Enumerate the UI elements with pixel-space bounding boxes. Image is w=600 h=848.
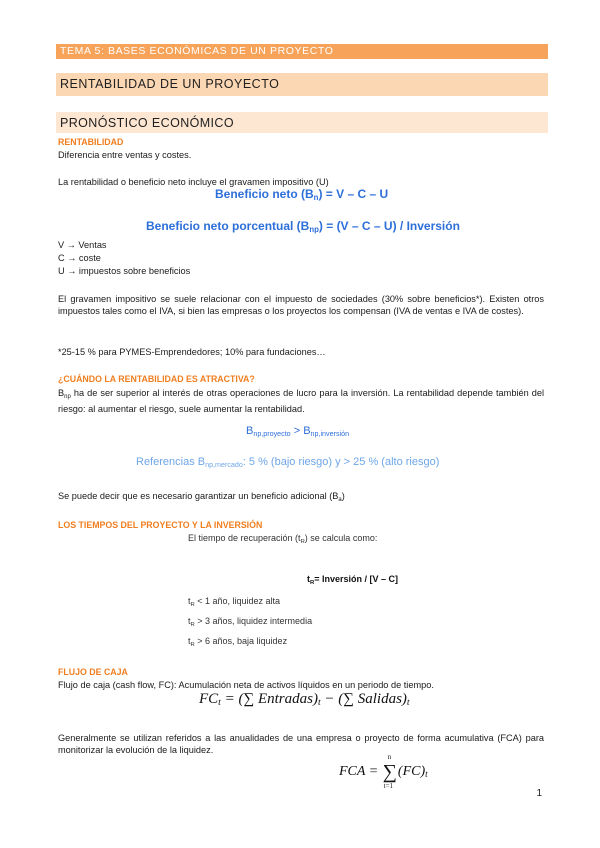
rentabilidad-definition: Diferencia entre ventas y costes. (58, 150, 192, 160)
tiempo-recuperacion-formula: $t_R=$ Inversión / [V – C] (307, 574, 399, 586)
fca-formula: FCA = ∑ n t=1 $(FC)_t$ (339, 753, 428, 790)
liquidity-item-1: $t_R < 1$ año, liquidez alta (188, 596, 281, 608)
flujo-definition: Flujo de caja (cash flow, FC): Acumulación neta de activos líquidos en un periodo de tiempo. (58, 680, 434, 690)
legend-coste: C → coste (58, 253, 101, 263)
section-heading: RENTABILIDAD DE UN PROYECTO (56, 73, 548, 96)
liquidity-item-2: $t_R > 3$ años, liquidez intermedia (188, 616, 313, 628)
beneficio-adicional-text: Se puede decir que es necesario garantizar un beneficio adicional $(B_a)$ (58, 491, 345, 503)
page-number: 1 (536, 788, 542, 799)
tiempos-heading: LOS TIEMPOS DEL PROYECTO Y LA INVERSIÓN (58, 520, 263, 530)
formula-beneficio-neto: Beneficio neto $(B_n) = V - C - U$ (215, 187, 389, 202)
gravamen-paragraph: El gravamen impositivo se suele relacionar con el impuesto de sociedades (30% sobre beneficios*). Existen otros impuestos tales como el IVA, si bien las empresas o los proyectos los compensan (IVA de ventas e IVA de costes). (58, 294, 544, 316)
atractiva-heading: ¿CUÁNDO LA RENTABILIDAD ES ATRACTIVA? (58, 374, 255, 384)
formula-beneficio-porcentual: Beneficio neto porcentual $(B_{np}) = (V - C - U)$ / Inversión (146, 219, 460, 234)
footnote: *25-15 % para PYMES-Emprendedores; 10% para fundaciones… (58, 347, 326, 357)
rentabilidad-heading: RENTABILIDAD (58, 137, 124, 147)
legend-impuestos: U → impuestos sobre beneficios (58, 266, 191, 276)
references-formula: Referencias $B_{np,mercado}$: 5 % (bajo riesgo) y > 25 % (alto riesgo) (136, 456, 440, 469)
legend-ventas: V → Ventas (58, 240, 107, 250)
flujo-formula: $FC_t$ = (∑ $Entradas)_t$ − (∑ $Salidas)_t$ (199, 691, 410, 708)
flujo-heading: FLUJO DE CAJA (58, 667, 128, 677)
topic-banner: TEMA 5: BASES ECONÓMICAS DE UN PROYECTO (56, 44, 548, 59)
atractiva-paragraph: $B_{np}$ ha de ser superior al interés de otras operaciones de lucro para la inversión. La rentabilidad depende también del riesgo: al aumentar el riesgo, suele aumentar la rentabilidad. (58, 388, 544, 414)
liquidity-item-3: $t_R > 6$ años, baja liquidez (188, 636, 288, 648)
rentabilidad-intro: La rentabilidad o beneficio neto incluye el gravamen impositivo (U) (58, 177, 329, 187)
inequality-formula: $B_{np,proyecto} > B_{np,inversión}$ (246, 425, 350, 438)
fca-paragraph: Generalmente se utilizan referidos a las anualidades de una empresa o proyecto de forma acumulativa (FCA) para monitorizar la evolución de la liquidez. (58, 733, 544, 755)
tiempos-intro: El tiempo de recuperación $(t_R)$ se calcula como: (188, 533, 378, 545)
subsection-heading: PRONÓSTICO ECONÓMICO (56, 112, 548, 133)
